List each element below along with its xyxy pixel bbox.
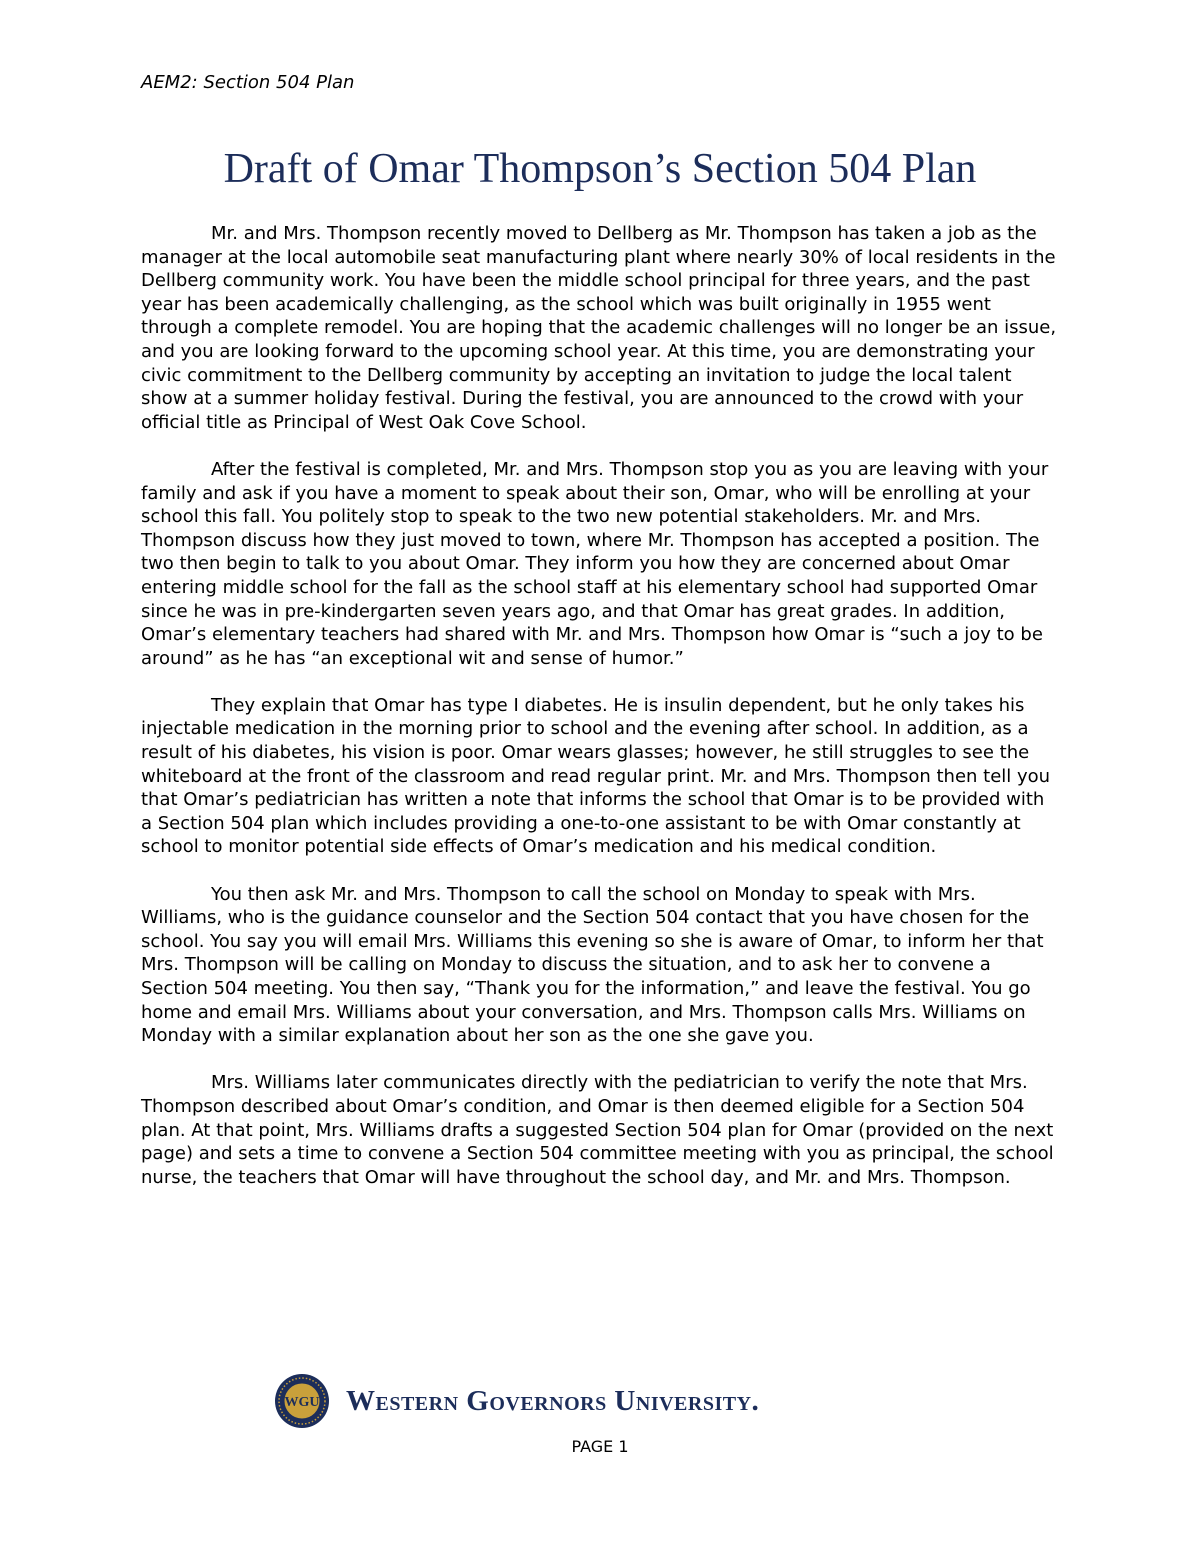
- seal-initials: WGU: [284, 1395, 320, 1410]
- running-header: AEM2: Section 504 Plan: [141, 72, 355, 93]
- paragraph-2: After the festival is completed, Mr. and Mrs. Thompson stop you as you are leaving with your family and ask if you have a moment to speak about their son, Omar, who will be enrolling at your school this fall. You politely stop to speak to the two new potential stakeholders. Mr. and Mrs. Thompson discuss how they just moved to town, where Mr. Thompson has accepted a position. The two then begin to talk to you about Omar. They inform you how they are concerned about Omar entering middle school for the fall as the school staff at his elementary school had supported Omar since he was in pre-kindergarten seven years ago, and that Omar has great grades. In addition, Omar’s elementary teachers had shared with Mr. and Mrs. Thompson how Omar is “such a joy to be around” as he has “an exceptional wit and sense of humor.”: [141, 458, 1049, 669]
- wgu-wordmark: Western Governors University.: [346, 1384, 760, 1417]
- paragraph-3: They explain that Omar has type I diabetes. He is insulin dependent, but he only takes his injectable medication in the morning prior to school and the evening after school. In addition, as a result of his diabetes, his vision is poor. Omar wears glasses; however, he still struggles to see the whiteboard at the front of the classroom and read regular print. Mr. and Mrs. Thompson then tell you that Omar’s pediatrician has written a note that informs the school that Omar is to be provided with a Section 504 plan which includes providing a one-to-one assistant to be with Omar constantly at school to monitor potential side effects of Omar’s medication and his medical condition.: [141, 694, 1051, 858]
- paragraph-5: Mrs. Williams later communicates directly with the pediatrician to verify the note that Mrs. Thompson described about Omar’s condition, and Omar is then deemed eligible for a Section 504 plan. At that point, Mrs. Williams drafts a suggested Section 504 plan for Omar (provided on the next page) and sets a time to convene a Section 504 committee meeting with you as principal, the school nurse, the teachers that Omar will have throughout the school day, and Mr. and Mrs. Thompson.: [141, 1072, 1054, 1188]
- paragraph-1: Mr. and Mrs. Thompson recently moved to Dellberg as Mr. Thompson has taken a job as the manager at the local automobile seat manufacturing plant where nearly 30% of local residents in the Dellberg community work. You have been the middle school principal for three years, and the past year has been academically challenging, as the school which was built originally in 1955 went through a complete remodel. You are hoping that the academic challenges will no longer be an issue, and you are looking forward to the upcoming school year. At this time, you are demonstrating your civic commitment to the Dellberg community by accepting an invitation to judge the local talent show at a summer holiday festival. During the festival, you are announced to the crowd with your official title as Principal of West Oak Cove School.: [141, 223, 1057, 433]
- page-number: PAGE 1: [571, 1437, 629, 1456]
- document-title: Draft of Omar Thompson’s Section 504 Plan: [223, 146, 977, 192]
- wgu-seal-icon: [274, 1373, 330, 1429]
- document-body: [141, 222, 1061, 1189]
- wgu-logo: [274, 1371, 759, 1431]
- paragraph-4: You then ask Mr. and Mrs. Thompson to call the school on Monday to speak with Mrs. Williams, who is the guidance counselor and the Section 504 contact that you have chosen for the school. You say you will email Mrs. Williams this evening so she is aware of Omar, to inform her that Mrs. Thompson will be calling on Monday to discuss the situation, and to ask her to convene a Section 504 meeting. You then say, “Thank you for the information,” and leave the festival. You go home and email Mrs. Williams about your conversation, and Mrs. Thompson calls Mrs. Williams on Monday with a similar explanation about her son as the one she gave you.: [141, 883, 1044, 1047]
